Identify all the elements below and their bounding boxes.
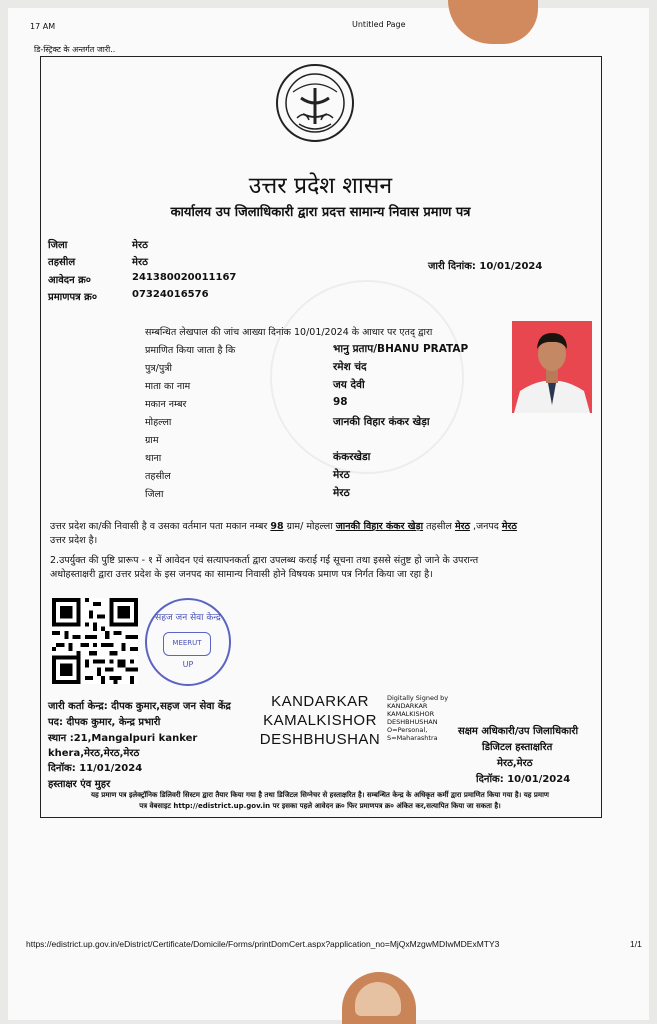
district-label: जिला <box>48 240 68 251</box>
qr-code-icon <box>52 598 138 684</box>
issuer-signature-seal: हस्ताक्षर एंव मुहर <box>48 779 111 790</box>
digital-signature-name: KANDARKAR KAMALKISHOR DESHBHUSHAN <box>259 693 381 748</box>
field-label-mohalla: मोहल्ला <box>145 417 172 428</box>
authority-place: मेरठ,मेरठ <box>497 758 533 769</box>
issuing-centre: जारी कर्ता केन्द्र: दीपक कुमार,सहज जन सेवा केंद्र <box>48 701 231 712</box>
field-value-mother: जय देवी <box>333 379 365 391</box>
field-label-police-station: थाना <box>145 453 162 464</box>
field-value-district: मेरठ <box>333 487 350 499</box>
applicant-photo <box>512 321 592 413</box>
issuer-place-line1: स्थान :21,Mangalpuri kanker <box>48 733 198 744</box>
field-label-house-number: मकान नम्बर <box>145 399 187 410</box>
field-label-tehsil: तहसील <box>145 471 171 482</box>
field-label-village: ग्राम <box>145 435 159 446</box>
field-value-tehsil: मेरठ <box>333 469 350 481</box>
print-time: 17 AM <box>30 22 56 31</box>
certificate-footer-note: यह प्रमाण पत्र इलेक्ट्रॉनिक डिलिवरी सिस्टम द्वारा तैयार किया गया है तथा डिजिटल सिग्नेचर से हस्ताक्षरित है। सम्बन्धित केन्द्र के अधिकृत कर्मी द्वारा प्रमाणित किया गया है। यह प्रमाण पत्र वेबसाइट http://edistrict.up.gov.in पर इसका पहले आवेदन क्र० फिर प्रमाणपत्र क्र० अंकित कर,सत्यापित किया जा सकता है। <box>91 791 549 810</box>
government-title: उत्तर प्रदेश शासन <box>248 173 393 199</box>
field-value-father: रमेश चंद <box>333 361 367 373</box>
district-value: मेरठ <box>132 240 148 251</box>
authority-title: सक्षम अधिकारी/उप जिलाधिकारी <box>458 726 579 737</box>
issuer-post: पद: दीपक कुमार, केन्द्र प्रभारी <box>48 717 161 728</box>
field-value-house-number: 98 <box>333 396 348 408</box>
intro-line: सम्बन्धित लेखपाल की जांच आख्या दिनांक 10/01/2024 के आधार पर एतद् द्वारा <box>145 327 433 338</box>
service-centre-stamp <box>145 598 231 686</box>
up-government-emblem-icon <box>275 62 355 144</box>
print-header-note: डि-स्ट्रिक्ट के अन्तर्गत जारी.. <box>34 45 116 54</box>
issue-date: जारी दिनांक: 10/01/2024 <box>428 261 543 272</box>
certificate-number-label: प्रमाणपत्र क्र० <box>48 292 98 303</box>
issuer-place-line2: khera,मेरठ,मेरठ,मेरठ <box>48 748 140 759</box>
stamp-bottom-text: UP <box>182 660 194 669</box>
field-value-police-station: कंकरखेडा <box>333 451 371 463</box>
application-number-value: 241380020011167 <box>132 272 237 283</box>
field-value-mohalla: जानकी विहार कंकर खेड़ा <box>333 416 430 428</box>
print-url: https://edistrict.up.gov.in/eDistrict/Certificate/Domicile/Forms/printDomCert.aspx?application_no=MjQxMzgwMDIwMDExMTY3 <box>26 939 500 949</box>
tehsil-value: मेरठ <box>132 257 148 268</box>
tehsil-label: तहसील <box>48 257 76 268</box>
verification-paragraph: 2.उपर्युक्त की पुष्टि प्रारूप - १ में आवेदन एवं सत्यापनकर्ता द्वारा उपलब्ध कराई गई सूचना तथा इससे संतुष्ट हो जाने के उपरान्त अधोहस्ताक्षरी द्वारा उत्तर प्रदेश के इस जनपद का सामान्य निवासी होने विषयक प्रमाण पत्र निर्गत किया जा रहा है। <box>50 555 479 580</box>
certificate-number-value: 07324016576 <box>132 289 209 300</box>
print-page-number: 1/1 <box>630 939 642 949</box>
residence-paragraph: उत्तर प्रदेश का/की निवासी है व उसका वर्तमान पता मकान नम्बर 98 ग्राम/ मोहल्ला जानकी विहार कंकर खेड़ा तहसील मेरठ ,जनपद मेरठ उत्तर प्रदेश है। <box>50 521 517 546</box>
field-label-district: जिला <box>145 489 164 500</box>
certificate-subtitle: कार्यालय उप जिलाधिकारी द्वारा प्रदत्त सामान्य निवास प्रमाण पत्र <box>170 205 471 220</box>
print-page-title: Untitled Page <box>352 20 406 29</box>
field-label-son-daughter: पुत्र/पुत्री <box>145 363 172 374</box>
field-label-mother: माता का नाम <box>145 381 191 392</box>
field-label-certify: प्रमाणित किया जाता है कि <box>145 345 236 356</box>
stamp-top-text: सहज जन सेवा केन्द्र <box>155 613 221 623</box>
authority-date: दिनॉक: 10/01/2024 <box>476 774 571 785</box>
digital-signature-details: Digitally Signed by KANDARKAR KAMALKISHOR DESHBHUSHAN O=Personal, S=Maharashtra <box>387 694 449 742</box>
authority-digitally-signed: डिजिटल हस्ताक्षरित <box>482 742 553 753</box>
issuer-date: दिनॉक: 11/01/2024 <box>48 763 143 774</box>
field-value-name: भानु प्रताप/BHANU PRATAP <box>333 343 469 355</box>
stamp-middle-text: MEERUT <box>163 632 211 656</box>
watermark-emblem <box>270 280 464 474</box>
application-number-label: आवेदन क्र० <box>48 275 92 286</box>
